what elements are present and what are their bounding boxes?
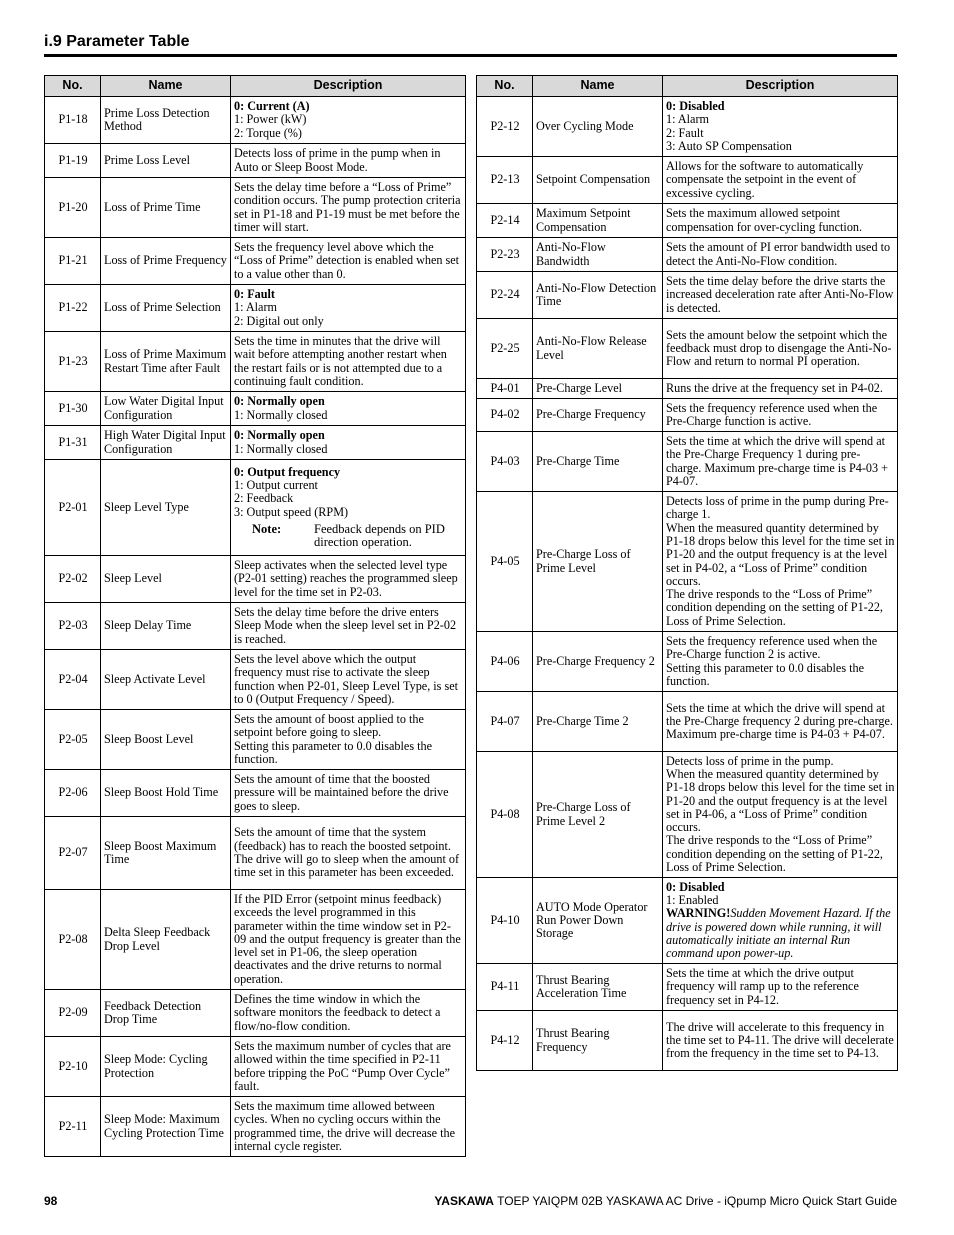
param-description (663, 399, 898, 432)
option-default: 0: Fault (234, 287, 275, 302)
page-number: 98 (44, 1194, 58, 1208)
param-name: Sleep Boost Level (101, 710, 231, 770)
description-line: When the measured quantity determined by P1-18 drops below this level for the time set in P1-20 and the output frequency is at the level set in P4-02, a “Loss of Prime” condition occurs. (666, 520, 895, 588)
description-line: 1: Output current (234, 477, 318, 492)
note-label: Note: (252, 521, 282, 536)
description-line: Sets the time at which the drive will spend at the Pre-Charge frequency 2 during pre-charge. Maximum pre-charge time is P4-03 + P4-07. (666, 700, 893, 742)
parameter-table-left (44, 75, 466, 1157)
description-line: Sets the amount of time that the boosted pressure will be maintained before the drive goes to sleep. (234, 772, 449, 813)
param-name: High Water Digital Input Configuration (101, 426, 231, 460)
param-number: P2-25 (477, 319, 533, 379)
table-row (45, 97, 466, 144)
param-number: P2-12 (477, 97, 533, 157)
param-description (231, 426, 466, 460)
description-line: 1: Power (kW) (234, 112, 307, 127)
param-name: Thrust Bearing Frequency (533, 1011, 663, 1071)
param-name: Feedback Detection Drop Time (101, 990, 231, 1037)
param-description (663, 752, 898, 878)
param-name: Pre-Charge Loss of Prime Level (533, 492, 663, 632)
param-description (231, 460, 466, 556)
table-row (477, 878, 898, 964)
description-line: Sets the amount below the setpoint which the feedback must drop to disengage the Anti-No-Flow and return to normal PI operation. (666, 327, 892, 369)
footer-doc: TOEP YAIQPM 02B YASKAWA AC Drive - iQpump Micro Quick Start Guide (497, 1194, 897, 1208)
param-number: P1-21 (45, 238, 101, 285)
param-number: P2-05 (45, 710, 101, 770)
description-line: Sets the maximum allowed setpoint compensation for over-cycling function. (666, 206, 863, 234)
table-row (477, 399, 898, 432)
param-number: P1-23 (45, 332, 101, 392)
param-description (663, 1011, 898, 1071)
param-number: P2-01 (45, 460, 101, 556)
table-row (477, 238, 898, 272)
param-name: Sleep Level (101, 556, 231, 603)
description-line: Sets the time at which the drive will spend at the Pre-Charge Frequency 1 during pre-charge. Maximum pre-charge time is P4-03 + P4-07. (666, 433, 889, 488)
table-row (45, 1037, 466, 1097)
param-number: P2-23 (477, 238, 533, 272)
param-description (663, 272, 898, 319)
param-description (231, 1097, 466, 1157)
table-row (477, 492, 898, 632)
param-name: Sleep Mode: Maximum Cycling Protection Time (101, 1097, 231, 1157)
table-row (477, 204, 898, 238)
param-name: Prime Loss Level (101, 144, 231, 178)
option-default: 0: Disabled (666, 879, 725, 894)
param-number: P2-11 (45, 1097, 101, 1157)
description-line: When the measured quantity determined by P1-18 drops below this level for the time set in P1-20 and the output frequency is at the level set in P4-06, a “Loss of Prime” condition occurs. (666, 766, 895, 835)
param-number: P2-07 (45, 817, 101, 890)
param-number: P1-20 (45, 178, 101, 238)
param-name: AUTO Mode Operator Run Power Down Storage (533, 878, 663, 964)
param-description (231, 285, 466, 332)
param-number: P4-06 (477, 632, 533, 692)
param-description (663, 97, 898, 157)
param-description (231, 710, 466, 770)
param-name: Pre-Charge Frequency 2 (533, 632, 663, 692)
param-name: Pre-Charge Frequency (533, 399, 663, 432)
param-description (231, 178, 466, 238)
description-line: Sets the time at which the drive output frequency will ramp up to the reference frequency set in P4-12. (666, 966, 859, 1007)
table-row (477, 692, 898, 752)
table-row (45, 990, 466, 1037)
param-name: Prime Loss Detection Method (101, 97, 231, 144)
table-row (45, 144, 466, 178)
table-row (45, 426, 466, 460)
option-default: 0: Output frequency (234, 464, 341, 479)
table-header-row (477, 76, 898, 97)
param-number: P4-01 (477, 379, 533, 399)
description-line: 2: Digital out only (234, 313, 324, 328)
param-number: P4-05 (477, 492, 533, 632)
param-number: P2-03 (45, 603, 101, 650)
warning-text: Sudden Movement Hazard. If the drive is powered down while running, it will automatically initiate an internal Run command upon power-up. (666, 906, 891, 961)
param-number: P2-04 (45, 650, 101, 710)
table-row (45, 332, 466, 392)
param-number: P2-24 (477, 272, 533, 319)
param-description (231, 556, 466, 603)
description-line: Setting this parameter to 0.0 disables the function. (666, 660, 865, 688)
description-line: The drive responds to the “Loss of Prime” condition depending on the setting of P1-22, Loss of Prime Selection. (666, 587, 883, 628)
table-row (45, 890, 466, 990)
parameter-table-right (476, 75, 898, 1071)
param-name: Sleep Activate Level (101, 650, 231, 710)
param-name: Setpoint Compensation (533, 157, 663, 204)
description-line: Sets the level above which the output frequency must rise to activate the sleep function when P2-01, Sleep Level Type, is set to 0 (Output Frequency / Speed). (234, 651, 459, 706)
param-number: P2-02 (45, 556, 101, 603)
description-line: Sets the maximum number of cycles that are allowed within the time specified in P2-11 before tripping the PoC “Pump Over Cycle” fault. (234, 1038, 451, 1093)
param-name: Sleep Delay Time (101, 603, 231, 650)
table-row (477, 157, 898, 204)
description-line: Defines the time window in which the software monitors the feedback to detect a flow/no-flow condition. (234, 992, 441, 1033)
param-description (663, 379, 898, 399)
header-no: No. (477, 76, 533, 97)
param-name: Sleep Boost Hold Time (101, 770, 231, 817)
table-row (45, 1097, 466, 1157)
param-number: P2-06 (45, 770, 101, 817)
header-description: Description (231, 76, 466, 97)
param-number: P2-08 (45, 890, 101, 990)
param-name: Loss of Prime Frequency (101, 238, 231, 285)
param-name: Anti-No-Flow Bandwidth (533, 238, 663, 272)
table-row (45, 603, 466, 650)
description-line: Sets the amount of boost applied to the setpoint before going to sleep. (234, 711, 424, 740)
warning-title: WARNING! (666, 906, 731, 921)
param-name: Loss of Prime Time (101, 178, 231, 238)
header-description: Description (663, 76, 898, 97)
header-name: Name (533, 76, 663, 97)
table-row (45, 238, 466, 285)
description-line: 1: Alarm (234, 300, 277, 315)
description-line: The drive will accelerate to this frequency in the time set to P4-11. The drive will decelerate from the frequency in the time set to P4-13. (666, 1019, 894, 1061)
description-line: Sets the maximum time allowed between cycles. When no cycling occurs within the programmed time, the drive will decrease the internal cycle register. (234, 1098, 455, 1153)
param-number: P4-08 (477, 752, 533, 878)
description-line: Setting this parameter to 0.0 disables the function. (234, 738, 433, 766)
description-line: 3: Output speed (RPM) (234, 504, 349, 519)
table-row (477, 632, 898, 692)
table-row (477, 752, 898, 878)
param-description (231, 990, 466, 1037)
description-line: Detects loss of prime in the pump. (666, 753, 834, 768)
description-line: Sleep activates when the selected level type (P2-01 setting) reaches the programmed sleep level for the time set in P2-03. (234, 558, 458, 599)
param-number: P1-31 (45, 426, 101, 460)
param-number: P2-10 (45, 1037, 101, 1097)
param-name: Maximum Setpoint Compensation (533, 204, 663, 238)
param-name: Over Cycling Mode (533, 97, 663, 157)
param-number: P4-03 (477, 432, 533, 492)
param-number: P1-22 (45, 285, 101, 332)
description-line: If the PID Error (setpoint minus feedback) exceeds the level programmed in this parameter within the time window set in P2-09 and the output frequency is greater than the level set in P1-06, the sleep operation deactivates and the drive returns to normal operation. (234, 891, 461, 986)
table-row (477, 272, 898, 319)
param-number: P1-18 (45, 97, 101, 144)
param-description (663, 492, 898, 632)
description-line: 2: Fault (666, 125, 704, 140)
option-default: 0: Current (A) (234, 99, 310, 114)
param-number: P1-30 (45, 392, 101, 426)
param-description (231, 144, 466, 178)
param-description (231, 603, 466, 650)
table-row (477, 1011, 898, 1071)
param-name: Low Water Digital Input Configuration (101, 392, 231, 426)
description-line: Sets the frequency level above which the “Loss of Prime” detection is enabled when set to a value other than 0. (234, 240, 460, 281)
header-no: No. (45, 76, 101, 97)
table-row (45, 710, 466, 770)
param-description (231, 392, 466, 426)
description-line: 1: Normally closed (234, 441, 328, 456)
param-number: P4-02 (477, 399, 533, 432)
param-number: P4-07 (477, 692, 533, 752)
description-line: Detects loss of prime in the pump when in Auto or Sleep Boost Mode. (234, 146, 441, 174)
param-name: Loss of Prime Selection (101, 285, 231, 332)
description-line: 3: Auto SP Compensation (666, 138, 792, 153)
param-name: Sleep Mode: Cycling Protection (101, 1037, 231, 1097)
description-line: 1: Alarm (666, 112, 709, 127)
description-line: Runs the drive at the frequency set in P4-02. (666, 380, 883, 395)
table-row (45, 770, 466, 817)
param-description (231, 238, 466, 285)
description-line: Sets the time in minutes that the drive will wait before attempting another restart when the restart fails or is not attempted due to a continuing fault condition. (234, 333, 447, 388)
table-row (45, 650, 466, 710)
param-description (231, 332, 466, 392)
param-description (663, 319, 898, 379)
description-line: Detects loss of prime in the pump during Pre-charge 1. (666, 494, 889, 522)
param-number: P2-09 (45, 990, 101, 1037)
param-description (663, 238, 898, 272)
description-line: Sets the delay time before a “Loss of Prime” condition occurs. The pump protection criteria set in P1-18 and P1-19 must be met before the timer will start. (234, 179, 461, 234)
table-row (45, 556, 466, 603)
param-name: Pre-Charge Level (533, 379, 663, 399)
param-name: Anti-No-Flow Detection Time (533, 272, 663, 319)
table-row (45, 817, 466, 890)
description-line: Sets the delay time before the drive enters Sleep Mode when the sleep level set in P2-02 is reached. (234, 605, 457, 646)
description-line: 1: Enabled (666, 892, 719, 907)
footer-document-title (434, 1194, 897, 1208)
section-title: i.9 Parameter Table (44, 33, 897, 57)
param-name: Pre-Charge Time (533, 432, 663, 492)
description-line: Sets the time delay before the drive starts the increased deceleration rate after Anti-No-Flow is detected. (666, 274, 894, 315)
header-name: Name (101, 76, 231, 97)
option-default: 0: Normally open (234, 428, 325, 443)
param-name: Pre-Charge Loss of Prime Level 2 (533, 752, 663, 878)
param-description (231, 1037, 466, 1097)
param-number: P1-19 (45, 144, 101, 178)
param-description (663, 878, 898, 964)
description-line: Allows for the software to automatically compensate the setpoint in the event of excessive cycling. (666, 159, 864, 200)
param-description (231, 650, 466, 710)
param-description (663, 964, 898, 1011)
param-name: Delta Sleep Feedback Drop Level (101, 890, 231, 990)
description-line: Sets the amount of PI error bandwidth used to detect the Anti-No-Flow condition. (666, 240, 891, 268)
param-description (231, 890, 466, 990)
table-row (477, 97, 898, 157)
table-row (45, 178, 466, 238)
param-number: P2-14 (477, 204, 533, 238)
table-row (477, 319, 898, 379)
description-line: Sets the frequency reference used when the Pre-Charge function 2 is active. (666, 633, 878, 662)
param-number: P4-12 (477, 1011, 533, 1071)
param-name: Pre-Charge Time 2 (533, 692, 663, 752)
param-description (231, 817, 466, 890)
param-name: Anti-No-Flow Release Level (533, 319, 663, 379)
param-name: Thrust Bearing Acceleration Time (533, 964, 663, 1011)
param-name: Loss of Prime Maximum Restart Time after Fault (101, 332, 231, 392)
table-row (45, 460, 466, 556)
param-description (663, 204, 898, 238)
param-number: P4-10 (477, 878, 533, 964)
param-number: P2-13 (477, 157, 533, 204)
table-row (45, 392, 466, 426)
table-row (477, 964, 898, 1011)
param-description (663, 157, 898, 204)
param-number: P4-11 (477, 964, 533, 1011)
description-line: 2: Feedback (234, 491, 294, 506)
note (234, 523, 463, 550)
param-name: Sleep Boost Maximum Time (101, 817, 231, 890)
description-line: 2: Torque (%) (234, 125, 302, 140)
footer-brand: YASKAWA (434, 1194, 494, 1208)
param-description (663, 692, 898, 752)
description-line: Sets the frequency reference used when the Pre-Charge function is active. (666, 400, 878, 428)
table-row (477, 432, 898, 492)
option-default: 0: Normally open (234, 394, 325, 409)
warning (666, 907, 895, 960)
option-default: 0: Disabled (666, 98, 725, 113)
param-description (231, 770, 466, 817)
table-row (45, 285, 466, 332)
param-description (663, 632, 898, 692)
description-line: Sets the amount of time that the system (feedback) has to reach the boosted setpoint. The drive will go to sleep when the amount of time set in this parameter has been exceeded. (234, 825, 460, 880)
param-name: Sleep Level Type (101, 460, 231, 556)
note-text: Feedback depends on PID direction operation. (314, 521, 445, 550)
table-row (477, 379, 898, 399)
param-description (663, 432, 898, 492)
table-header-row (45, 76, 466, 97)
param-description (231, 97, 466, 144)
description-line: 1: Normally closed (234, 407, 328, 422)
description-line: The drive responds to the “Loss of Prime” condition depending on the setting of P1-22, Loss of Prime Selection. (666, 833, 883, 875)
